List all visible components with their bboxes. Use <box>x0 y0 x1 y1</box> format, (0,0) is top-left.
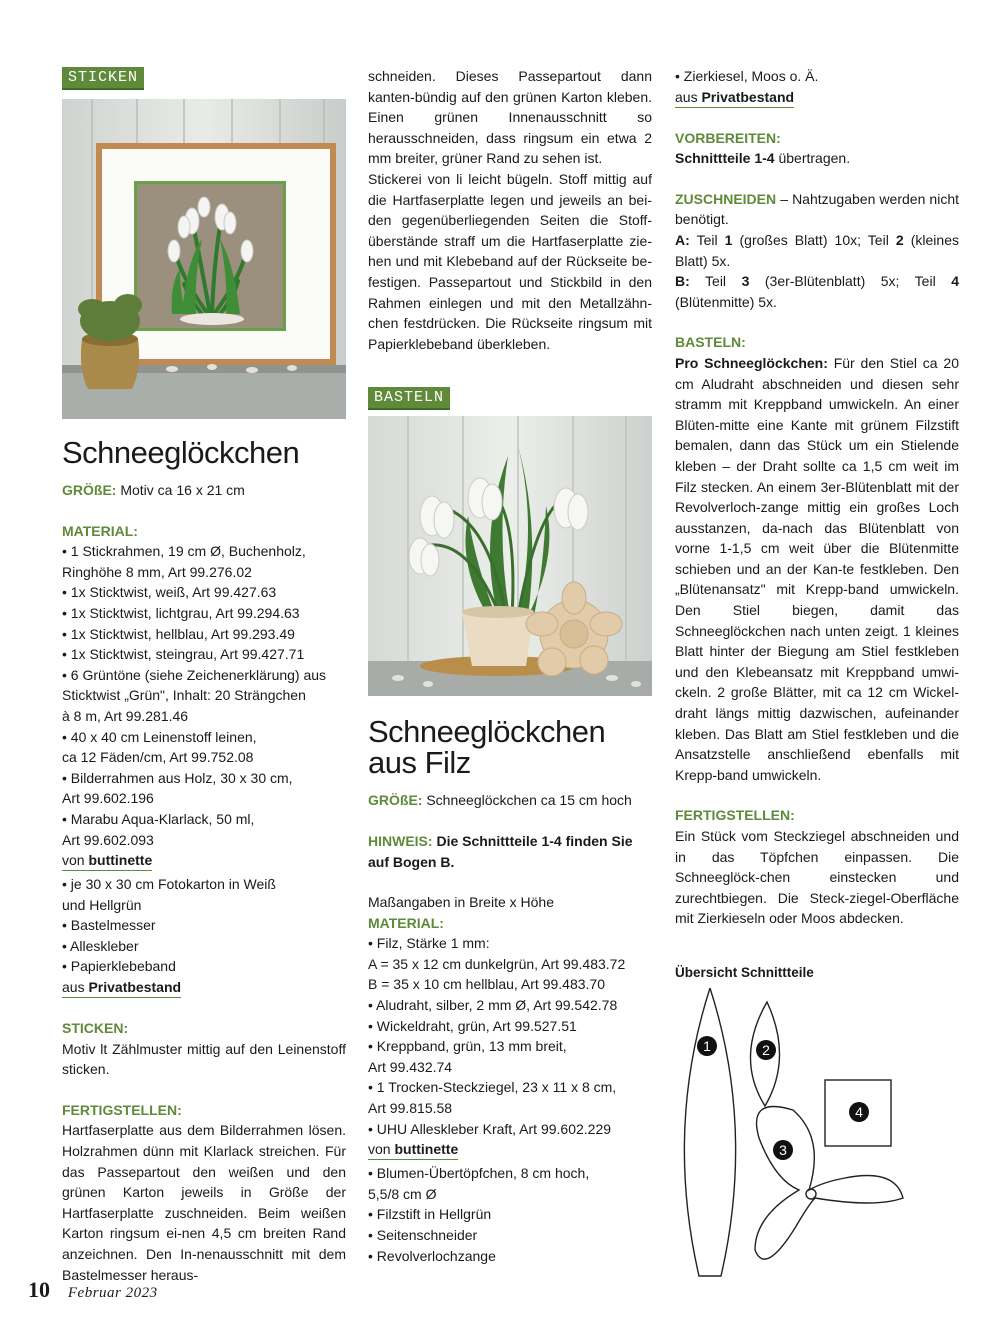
pattern-part-3-shape <box>755 1103 903 1259</box>
prepare-heading: VORBEREITEN: <box>675 129 781 146</box>
pattern-part-label-2: 2 <box>762 1041 770 1058</box>
material-item: • Seitenschneider <box>368 1227 478 1243</box>
material-item: • Zierkiesel, Moos o. Ä. <box>675 68 819 84</box>
material-item: • Papierklebeband <box>62 958 176 975</box>
material-list-crafting-a <box>368 933 652 1139</box>
issue-date: Februar 2023 <box>67 1285 158 1301</box>
material-heading-stitching: MATERIAL: <box>62 522 138 539</box>
material-item: Sticktwist „Grün", Inhalt: 20 Strängchen <box>62 687 306 704</box>
material-list-crafting-b <box>368 1163 652 1266</box>
hint-line: HINWEIS: Die Schnittteile 1-4 finden Sie auf Bogen B. <box>368 832 633 870</box>
material-item: Ringhöhe 8 mm, Art 99.276.02 <box>62 563 252 580</box>
material-item: • 1 Stickrahmen, 19 cm Ø, Buchenholz, <box>62 543 306 560</box>
source-private: aus Privatbestand <box>62 978 181 998</box>
material-item: • Aludraht, silber, 2 mm Ø, Art 99.542.78 <box>368 997 618 1014</box>
page-number: 10 <box>28 1277 50 1302</box>
material-item: • Wickeldraht, grün, Art 99.527.51 <box>368 1017 577 1034</box>
column-instructions <box>675 66 959 1288</box>
craft-instructions: Pro Schneeglöckchen: Für den Stiel ca 20 cm Aludraht abschneiden und diesen sehr stramm mit Kreppband umwickeln. An einer Blüten-mitte eine Kante mit grünem Filzstift bemalen, dann das Stück um ein Stielende kleben – der Draht sollte ca 1,5 cm weit im Filz stecken. An einem 3er-Blütenblatt mit der Revolverloch-zange mittig ein großes Loch ausstanzen, da-nach das Blütenblatt von vorne 1-1,5 cm weit über die Blütenmitte schieben und an der Kan-te festkleben. Den „Blütenansatz" mit Krepp-band umwickeln. Den Stiel biegen, damit das Schneeglöckchen nach unten zeigt. 1 kleines Blatt hinter der Biegung am Stiel festkleben und den Klebeansatz mit Kreppband umwi-ckeln. 2 große Blätter, mit ca 12 cm Wickel-draht längs mittig dazwischen, aufeinander kleben. Das Blatt am Stiel festkleben und die Ansatzstelle anschließend ebenfalls mit Krepp-band umwickeln. <box>675 354 959 783</box>
dimensions-note: Maßangaben in Breite x Höhe <box>368 894 554 911</box>
pattern-part-label-4: 4 <box>855 1103 863 1120</box>
material-list-stitching-a <box>62 541 346 850</box>
source-private: aus Privatbestand <box>675 88 794 108</box>
material-item: • 1x Sticktwist, steingrau, Art 99.427.71 <box>62 646 305 663</box>
pattern-part-label-1: 1 <box>703 1037 711 1054</box>
material-item: • 6 Grüntöne (siehe Zeichenerklärung) aus <box>62 666 327 683</box>
column-crafting <box>368 66 652 1266</box>
stitch-heading: STICKEN: <box>62 1020 129 1037</box>
finish-instructions-continued-2: Stickerei von li leicht bügeln. Stoff mittig auf die Hartfaserplatte legen und jeweils an bei-den gegenüberliegenden Seiten die Stoff-überstände straff um die Hartfaserplatte zie-hen und mit Klebeband auf der Rückseite be-festigen. Passepartout und Stickbild in den Rahmen einlegen und mit den Metallzähn-chen festdrücken. Die Rückseite ringsum mit Papierklebeband überkleben. <box>368 170 652 352</box>
material-item: • Bilderrahmen aus Holz, 30 x 30 cm, <box>62 769 293 786</box>
source-buttinette: von buttinette <box>62 851 152 871</box>
material-item: Art 99.602.093 <box>62 831 154 848</box>
prepare-text: Schnittteile 1-4 übertragen. <box>675 150 851 167</box>
material-item: Art 99.815.58 <box>368 1100 453 1117</box>
material-heading-crafting: MATERIAL: <box>368 914 444 931</box>
pattern-part-1-shape <box>684 988 735 1276</box>
size-line-stitching: GRÖßE: Motiv ca 16 x 21 cm <box>62 482 245 498</box>
material-item: Art 99.432.74 <box>368 1058 453 1075</box>
material-item: B = 35 x 10 cm hellblau, Art 99.483.70 <box>368 976 605 993</box>
material-item: • 1x Sticktwist, lichtgrau, Art 99.294.63 <box>62 604 300 621</box>
material-item: • 40 x 40 cm Leinenstoff leinen, <box>62 728 257 745</box>
material-item: ca 12 Fäden/cm, Art 99.752.08 <box>62 749 254 766</box>
column-stitching <box>62 66 346 1285</box>
material-item: à 8 m, Art 99.281.46 <box>62 707 189 724</box>
cross-stitch-photo <box>62 99 346 419</box>
material-item: A = 35 x 12 cm dunkelgrün, Art 99.483.72 <box>368 955 626 972</box>
material-item: • 1x Sticktwist, hellblau, Art 99.293.49 <box>62 625 295 642</box>
material-item: • Revolverlochzange <box>368 1247 496 1264</box>
material-item: • UHU Alleskleber Kraft, Art 99.602.229 <box>368 1120 612 1137</box>
pattern-part-label-3: 3 <box>779 1141 787 1158</box>
project-title-crafting <box>368 714 652 781</box>
craft-heading: BASTELN: <box>675 334 746 351</box>
pattern-overview-diagram <box>675 988 959 1288</box>
pattern-part-labels <box>697 1036 869 1160</box>
finish-instructions-continued: schneiden. Dieses Passepartout dann kanten-bündig auf den grünen Karton kleben. Einen grünen Innenausschnitt so herausschneiden, dass ringsum ein etwa 2 mm breiter, grüner Rand zu sehen ist. <box>368 68 652 167</box>
material-item: • Alleskleber <box>62 937 139 954</box>
project-title-line2: aus Filz <box>368 745 471 781</box>
source-buttinette: von buttinette <box>368 1140 458 1160</box>
finish-instructions-crafting: Ein Stück vom Steckziegel abschneiden und in das Töpfchen einpassen. Die Schneeglöck-chen einstecken und zurechtbiegen. Die Steck-ziegel-Oberfläche mit Zierkieseln oder Moos abdecken. <box>675 828 959 927</box>
material-item: • 1x Sticktwist, weiß, Art 99.427.63 <box>62 584 277 601</box>
material-item: • Blumen-Übertöpfchen, 8 cm hoch, <box>368 1165 590 1182</box>
material-list-stitching-b <box>62 874 346 977</box>
felt-snowdrop-photo <box>368 416 652 696</box>
project-title-stitching: Schneeglöckchen <box>62 435 300 470</box>
material-item: • Filz, Stärke 1 mm: <box>368 935 490 952</box>
material-item: • Kreppband, grün, 13 mm breit, <box>368 1038 567 1055</box>
pattern-overview-title: Übersicht Schnittteile <box>675 964 814 980</box>
material-item: • Bastelmesser <box>62 917 156 934</box>
cut-line-b: B: Teil 3 (3er-Blütenblatt) 5x; Teil 4 (Blütenmitte) 5x. <box>675 273 959 310</box>
finish-instructions-stitching: Hartfaserplatte aus dem Bilderrahmen lösen. Holzrahmen dünn mit Klarlack streichen. Für das Passepartout den weißen und den grünen Karton jeweils in Größe der Hartfaserplatte zuschneiden. Beim weißen Karton ringsum ei-nen 4,5 cm breiten Rand anzeichnen. Den In-nenausschnitt mit dem Bastelmesser heraus- <box>62 1122 346 1283</box>
size-line-crafting: GRÖßE: Schneeglöckchen ca 15 cm hoch <box>368 792 632 809</box>
material-item: 5,5/8 cm Ø <box>368 1185 437 1202</box>
material-item: • Filzstift in Hellgrün <box>368 1206 492 1223</box>
section-tag-stitching: STICKEN <box>62 67 144 90</box>
page-footer <box>28 1277 158 1304</box>
stitch-instructions: Motiv lt Zählmuster mittig auf den Leinenstoff sticken. <box>62 1040 346 1078</box>
material-item: • Marabu Aqua-Klarlack, 50 ml, <box>62 810 255 827</box>
cut-line-a: A: Teil 1 (großes Blatt) 10x; Teil 2 (kleines Blatt) 5x. <box>675 231 959 269</box>
material-item: Art 99.602.196 <box>62 790 154 807</box>
material-item: • je 30 x 30 cm Fotokarton in Weiß <box>62 876 276 893</box>
material-item: • 1 Trocken-Steckziegel, 23 x 11 x 8 cm, <box>368 1079 617 1096</box>
cut-text: ZUSCHNEIDEN – Nahtzugaben werden nicht benötigt. <box>675 190 959 228</box>
section-tag-crafting: BASTELN <box>368 387 450 410</box>
finish-heading-stitching: FERTIGSTELLEN: <box>62 1101 182 1118</box>
finish-heading-crafting: FERTIGSTELLEN: <box>675 807 795 824</box>
project-title-line1: Schneeglöckchen <box>368 714 606 750</box>
material-item: und Hellgrün <box>62 896 142 913</box>
